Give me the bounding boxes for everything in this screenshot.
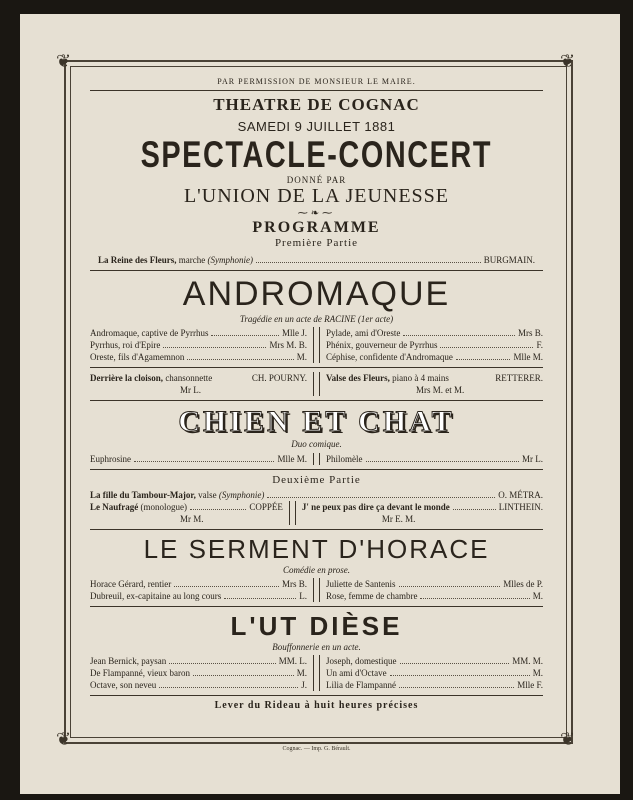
corner-ornament-icon: ❦ — [560, 51, 576, 71]
divider-ornament-icon: ⁓❧⁓ — [297, 208, 336, 219]
cast-list: Jean Bernick, paysan MM. L. De Flampanné, vieux baron M. Octave, son neveu J. Joseph, domestique MM. M. Un ami d'Octave M. Lilia de Flampanné Mlle F. — [90, 656, 543, 690]
donne-par: DONNÉ PAR — [286, 175, 347, 185]
divider — [90, 469, 543, 470]
divider — [90, 367, 543, 368]
divider — [90, 400, 543, 401]
permission-line: PAR PERMISSION DE MONSIEUR LE MAIRE. — [217, 77, 416, 86]
divider — [90, 606, 543, 607]
cast-list: Andromaque, captive de Pyrrhus Mlle J. Pyrrhus, roi d'Epire Mrs M. B. Oreste, fils d'Agamemnon M. Pylade, ami d'Oreste Mrs B. Phénix, gouverneur de Pyrrhus F. Céphise, confidente d'Andromaque Mlle M. — [90, 328, 543, 362]
corner-ornament-icon: ❦ — [560, 729, 576, 749]
organizer: L'UNION DE LA JEUNESSE — [183, 185, 450, 207]
program-items-pair: Derrière la cloison, chansonnette CH. POURNY. Mr L. Valse des Fleurs, piano à 4 mains RETTERER. Mrs M. et M. — [90, 373, 543, 395]
play-title-serment: LE SERMENT D'HORACE — [143, 534, 490, 564]
printer-line: Cognac. — Imp. G. Bérault. — [282, 746, 351, 752]
corner-ornament-icon: ❦ — [56, 729, 72, 749]
corner-ornament-icon: ❦ — [56, 51, 72, 71]
theatre-name: THEATRE DE COGNAC — [213, 95, 420, 114]
divider — [90, 90, 543, 91]
play-title-chien-et-chat: CHIEN ET CHAT — [178, 405, 455, 438]
play-subtitle: Bouffonnerie en un acte. — [272, 642, 361, 652]
main-title: SPECTACLE-CONCERT — [140, 134, 493, 175]
play-title-ut-diese: L'UT DIÈSE — [230, 611, 403, 641]
program-item-reine: La Reine des Fleurs, marche (Symphonie) BURGMAIN. — [98, 255, 535, 265]
play-title-andromaque: ANDROMAQUE — [182, 275, 451, 313]
divider — [90, 695, 543, 696]
play-subtitle: Comédie en prose. — [283, 565, 350, 575]
cast-list: Euphrosine Mlle M. Philomèle Mr L. — [90, 454, 543, 464]
part-one-heading: Première Partie — [274, 237, 359, 249]
divider — [90, 529, 543, 530]
play-subtitle: Duo comique. — [291, 439, 342, 449]
play-subtitle: Tragédie en un acte de RACINE (1er acte) — [239, 314, 394, 324]
cast-list: Horace Gérard, rentier Mrs B. Dubreuil, ex-capitaine au long cours L. Juliette de Santenis Mlles de P. Rose, femme de chambre M. — [90, 579, 543, 601]
curtain-time: Lever du Rideau à huit heures précises — [214, 700, 419, 711]
part-two-heading: Deuxième Partie — [272, 474, 361, 486]
poster-content — [90, 72, 543, 732]
program-items-pair: Le Naufragé (monologue) COPPÉE Mr M. J' ne peux pas dire ça devant le monde LINTHEIN. Mr E. M. — [90, 502, 543, 524]
program-item-fille: La fille du Tambour-Major, valse (Symphonie) O. MÉTRA. — [90, 490, 543, 500]
divider — [90, 270, 543, 271]
programme-heading: PROGRAMME — [252, 219, 381, 236]
event-date: SAMEDI 9 JUILLET 1881 — [237, 119, 396, 134]
